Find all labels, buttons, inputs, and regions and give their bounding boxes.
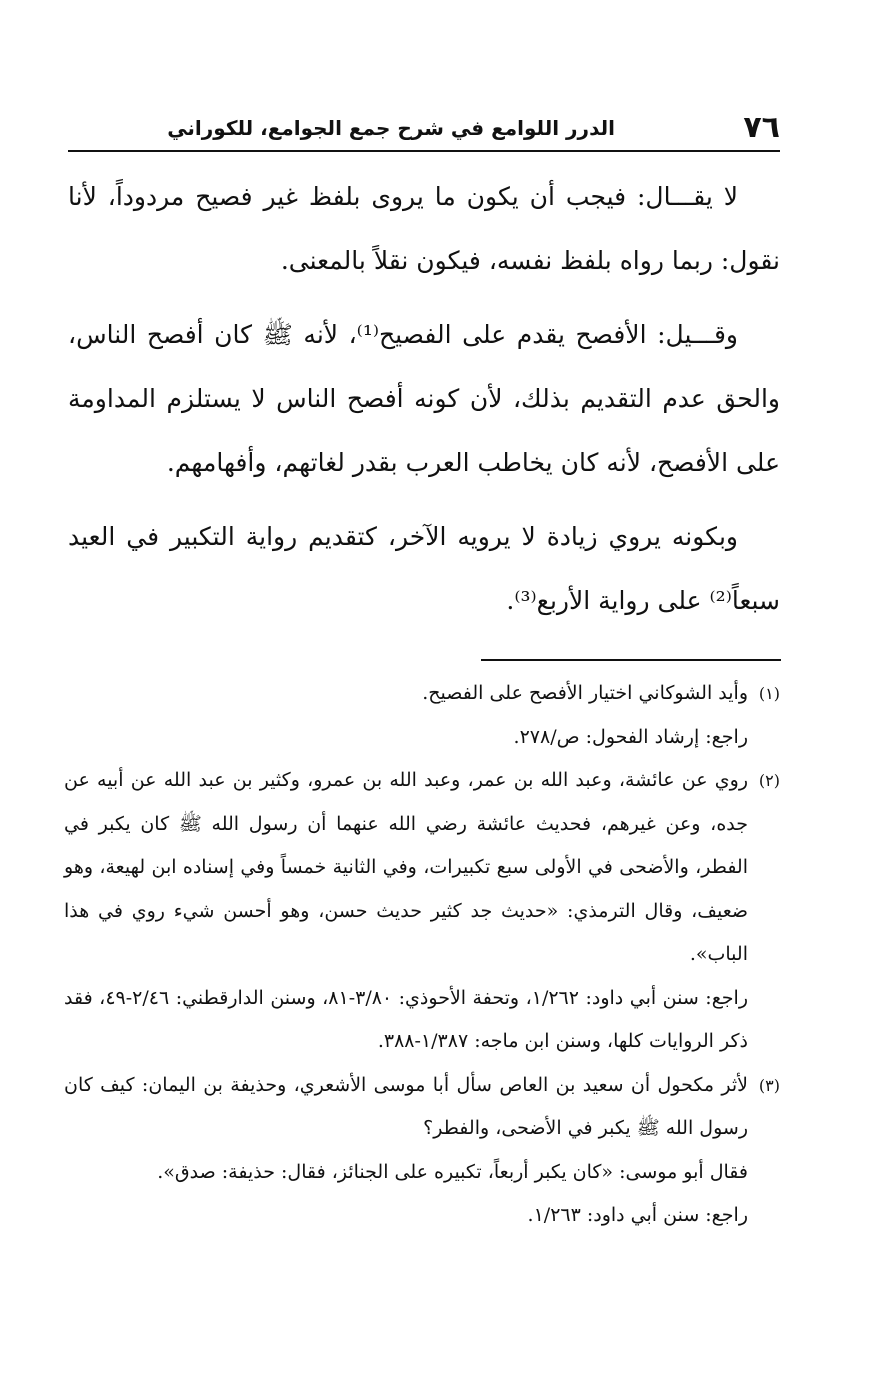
footnote-3 <box>64 1064 780 1238</box>
footnote-separator <box>481 659 781 661</box>
footnote-text: لأثر مكحول أن سعيد بن العاص سأل أبا موسى الأشعري، وحذيفة بن اليمان: كيف كان رسول الله ﷺ يكبر في الأضحى، والفطر؟ <box>64 1073 748 1139</box>
paragraph-3: وبكونه يروي زيادة لا يرويه الآخر، كتقديم رواية التكبير في العيد سبعاً⁽²⁾ على رواية الأربع⁽³⁾. <box>68 522 780 615</box>
footnote-number: (٣) <box>758 1075 780 1095</box>
paragraph-2: وقـــيل: الأفصح يقدم على الفصيح⁽¹⁾، لأنه ﷺ كان أفصح الناس، والحق عدم التقديم بذلك، لأن كونه أفصح الناس لا يستلزم المداومة على الأفصح، لأنه كان يخاطب العرب بقدر لغاتهم، وأفهامهم. <box>68 320 780 477</box>
footnote-reference: راجع: سنن أبي داود: ١/٢٦٣. <box>527 1204 748 1226</box>
footnote-number: (٢) <box>758 771 780 790</box>
footnote-text: وأيد الشوكاني اختيار الأفصح على الفصيح. <box>422 682 748 704</box>
footnote-text: روي عن عائشة، وعبد الله بن عمر، وعبد الله بن عمرو، وكثير بن عبد الله عن أبيه عن جده، وعن غيرهم، فحديث عائشة رضي الله عنهما أن رسول الله ﷺ كان يكبر في الفطر، والأضحى في الأولى سبع تكبيرات، وفي الثانية خمساً وفي إسناده ابن لهيعة، وهو ضعيف، وقال الترمذي: «حديث جد كثير حديث حسن، وهو أحسن شيء روي في هذا الباب». <box>64 769 748 965</box>
footnote-1 <box>64 672 780 759</box>
running-title: الدرر اللوامع في شرح جمع الجوامع، للكوراني <box>167 116 615 140</box>
paragraph-1: لا يقـــال: فيجب أن يكون ما يروى بلفظ غير فصيح مردوداً، لأنا نقول: ربما رواه بلفظ نفسه، فيكون نقلاً بالمعنى. <box>68 182 780 275</box>
page-number: ٧٦ <box>743 110 780 145</box>
main-text <box>68 165 780 633</box>
footnote-2 <box>64 759 780 1064</box>
footnote-number: (١) <box>758 684 780 703</box>
footnotes <box>64 672 780 1238</box>
footnote-reference: راجع: إرشاد الفحول: ص/٢٧٨. <box>513 725 748 748</box>
page-header <box>68 108 780 152</box>
footnote-text-continued: فقال أبو موسى: «كان يكبر أربعاً، تكبيره على الجنائز، فقال: حذيفة: صدق». <box>157 1160 748 1183</box>
footnote-reference: راجع: سنن أبي داود: ١/٢٦٢، وتحفة الأحوذي: ٣/٨٠-٨١، وسنن الدارقطني: ٢/٤٦-٤٩، فقد ذكر الروايات كلها، وسنن ابن ماجه: ١/٣٨٧-٣٨٨. <box>64 986 749 1052</box>
